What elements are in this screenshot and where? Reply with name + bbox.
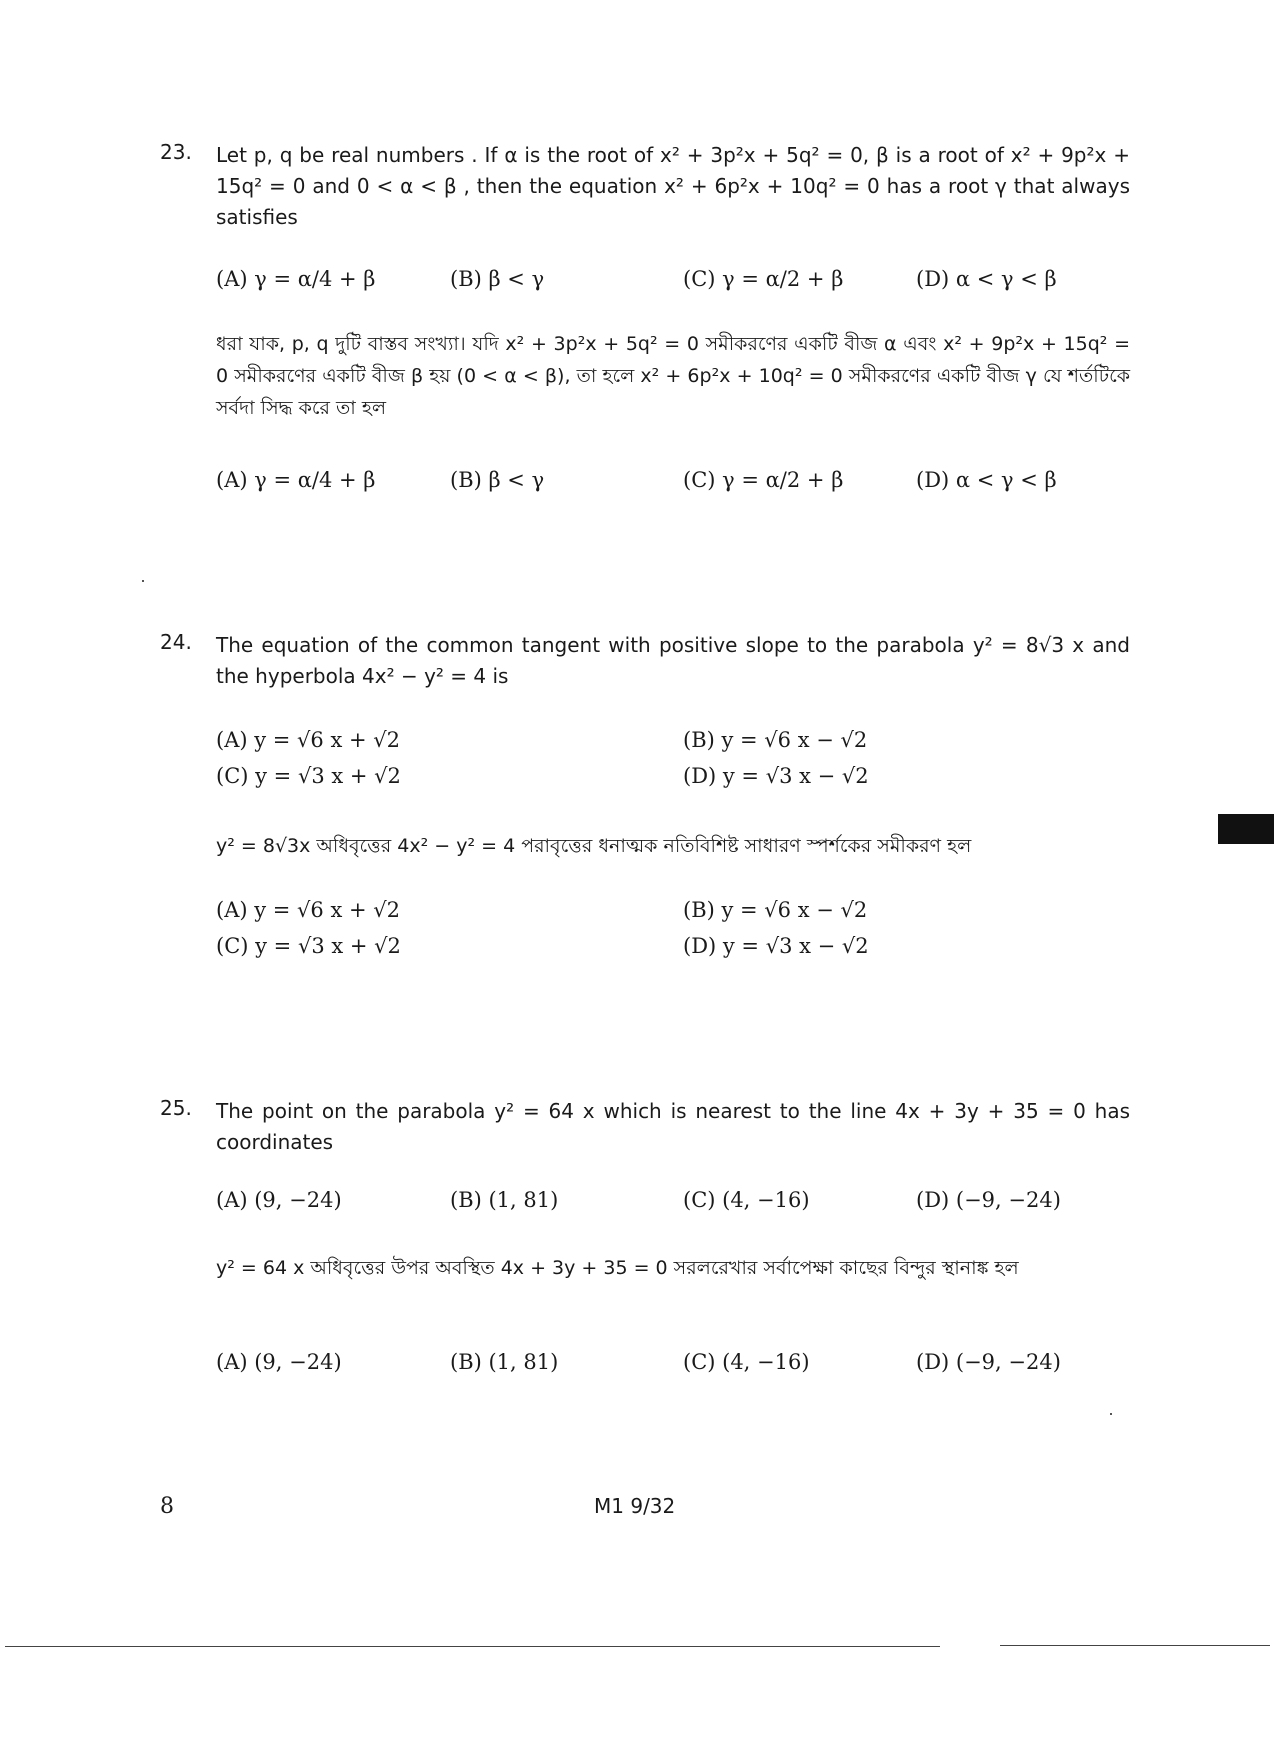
bottom-rule-right xyxy=(1000,1645,1270,1646)
option-c[interactable]: (C) γ = α/2 + β xyxy=(683,267,844,291)
options-bengali xyxy=(216,1350,1130,1380)
page-number: M1 9/32 xyxy=(594,1494,676,1518)
question-number: 25. xyxy=(160,1096,192,1120)
options-english xyxy=(216,267,1130,297)
option-c[interactable]: (C) (4, −16) xyxy=(683,1350,810,1374)
option-d[interactable]: (D) y = √3 x − √2 xyxy=(683,934,869,958)
option-d[interactable]: (D) (−9, −24) xyxy=(916,1188,1061,1212)
scan-speck xyxy=(142,580,144,582)
option-b[interactable]: (B) (1, 81) xyxy=(450,1188,559,1212)
option-b[interactable]: (B) β < γ xyxy=(450,468,545,492)
option-c[interactable]: (C) y = √3 x + √2 xyxy=(216,764,401,788)
option-d[interactable]: (D) α < γ < β xyxy=(916,267,1057,291)
option-b[interactable]: (B) (1, 81) xyxy=(450,1350,559,1374)
question-24 xyxy=(160,630,1130,960)
option-d[interactable]: (D) α < γ < β xyxy=(916,468,1057,492)
edge-marker xyxy=(1218,814,1274,844)
option-a[interactable]: (A) (9, −24) xyxy=(216,1188,342,1212)
page-mark: 8 xyxy=(160,1494,174,1519)
option-a[interactable]: (A) γ = α/4 + β xyxy=(216,267,376,291)
question-number: 23. xyxy=(160,140,192,164)
option-a[interactable]: (A) γ = α/4 + β xyxy=(216,468,376,492)
question-text-bengali: y² = 8√3x অধিবৃত্তের 4x² − y² = 4 পরাবৃত্তের ধনাত্মক নতিবিশিষ্ট সাধারণ স্পর্শকের সমীকরণ হল xyxy=(216,835,972,857)
question-23 xyxy=(160,140,1130,520)
option-c[interactable]: (C) y = √3 x + √2 xyxy=(216,934,401,958)
question-text-bengali: y² = 64 x অধিবৃত্তের উপর অবস্থিত 4x + 3y + 35 = 0 সরলরেখার সর্বাপেক্ষা কাছের বিন্দুর স্থানাঙ্ক হল xyxy=(216,1257,1019,1279)
question-text-english: The point on the parabola y² = 64 x which is nearest to the line 4x + 3y + 35 = 0 has coordinates xyxy=(216,1099,1130,1154)
options-english xyxy=(216,1188,1130,1218)
option-c[interactable]: (C) γ = α/2 + β xyxy=(683,468,844,492)
option-a[interactable]: (A) (9, −24) xyxy=(216,1350,342,1374)
option-d[interactable]: (D) y = √3 x − √2 xyxy=(683,764,869,788)
question-25 xyxy=(160,1096,1130,1396)
bottom-rule-left xyxy=(5,1646,940,1647)
option-a[interactable]: (A) y = √6 x + √2 xyxy=(216,728,400,752)
options-bengali xyxy=(216,898,1130,968)
option-b[interactable]: (B) β < γ xyxy=(450,267,545,291)
options-bengali xyxy=(216,468,1130,498)
option-c[interactable]: (C) (4, −16) xyxy=(683,1188,810,1212)
options-english xyxy=(216,728,1130,798)
option-a[interactable]: (A) y = √6 x + √2 xyxy=(216,898,400,922)
option-d[interactable]: (D) (−9, −24) xyxy=(916,1350,1061,1374)
scan-speck xyxy=(1110,1413,1112,1415)
question-text-english: Let p, q be real numbers . If α is the root of x² + 3p²x + 5q² = 0, β is a root of x² + 9p²x + 15q² = 0 and 0 < α < β , then the equation x² + 6p²x + 10q² = 0 has a root γ that always satisfies xyxy=(216,143,1130,229)
question-text-bengali: ধরা যাক, p, q দুটি বাস্তব সংখ্যা। যদি x² + 3p²x + 5q² = 0 সমীকরণের একটি বীজ α এবং x² + 9p²x + 15q² = 0 সমীকরণের একটি বীজ β হয় (0 < α < β), তা হলে x² + 6p²x + 10q² = 0 সমীকরণের একটি বীজ γ যে শর্তটিকে সর্বদা সিদ্ধ করে তা হল xyxy=(216,333,1130,419)
option-b[interactable]: (B) y = √6 x − √2 xyxy=(683,728,868,752)
question-text-english: The equation of the common tangent with positive slope to the parabola y² = 8√3 x and the hyperbola 4x² − y² = 4 is xyxy=(216,633,1130,688)
option-b[interactable]: (B) y = √6 x − √2 xyxy=(683,898,868,922)
question-number: 24. xyxy=(160,630,192,654)
